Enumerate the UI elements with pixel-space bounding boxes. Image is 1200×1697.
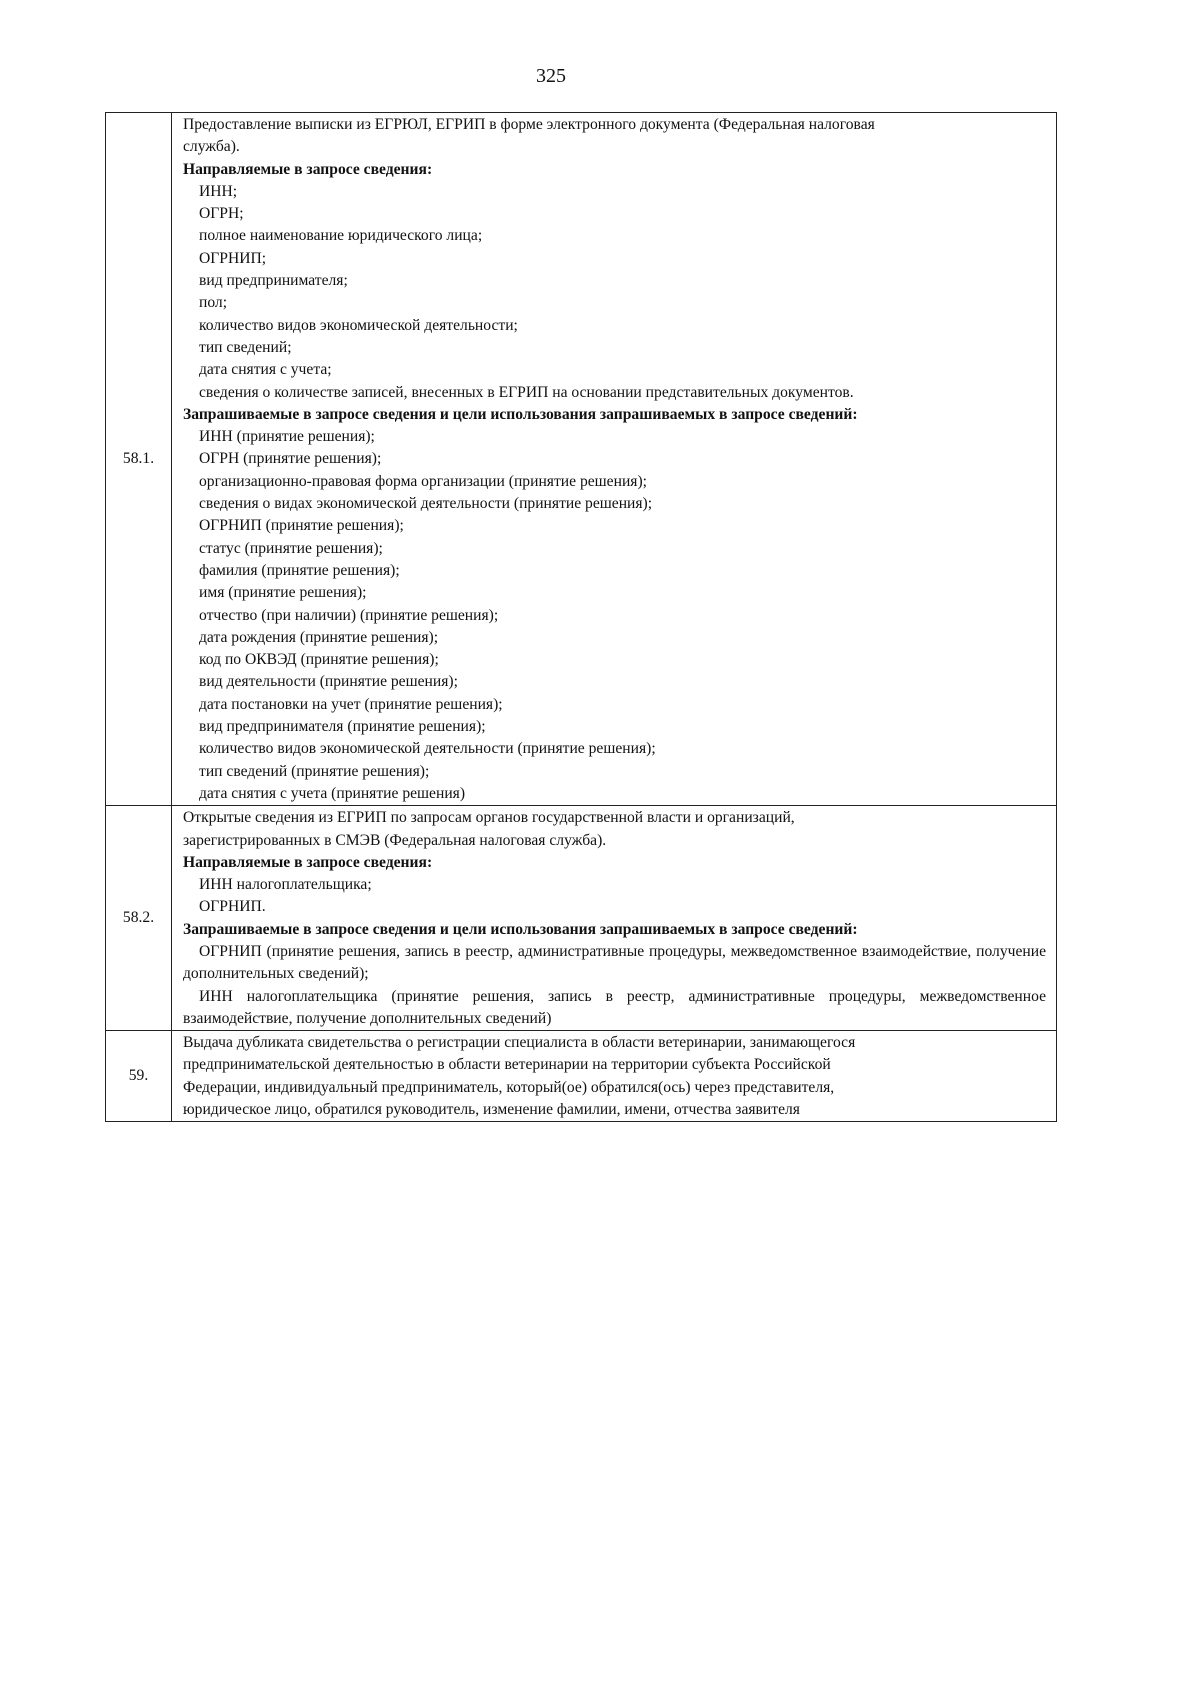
sent-info-item: полное наименование юридического лица; — [199, 227, 483, 245]
page-number: 325 — [536, 65, 566, 87]
requested-info-heading: Запрашиваемые в запросе сведения и цели использования запрашиваемых в запросе сведений: — [183, 920, 858, 938]
sent-info-heading: Направляемые в запросе сведения: — [183, 160, 433, 178]
table-row-58-2 — [106, 806, 1057, 1031]
requested-info-item: статус (принятие решения); — [199, 539, 383, 557]
table-row-58-1 — [106, 113, 1057, 806]
sent-info-item: дата снятия с учета; — [199, 361, 332, 379]
requested-info-item: сведения о видах экономической деятельности (принятие решения); — [199, 495, 653, 513]
table-row-59 — [106, 1031, 1057, 1122]
service-title-line: предпринимательской деятельностью в области ветеринарии на территории субъекта Российской — [183, 1056, 831, 1074]
service-title-line: служба). — [183, 138, 240, 156]
service-title-line: юридическое лицо, обратился руководитель, изменение фамилии, имени, отчества заявителя — [183, 1101, 800, 1119]
service-title-line: Выдача дубликата свидетельства о регистрации специалиста в области ветеринарии, занимающегося — [183, 1034, 856, 1052]
services-table — [105, 112, 1057, 1122]
service-title-line: зарегистрированных в СМЭВ (Федеральная налоговая служба). — [183, 831, 607, 849]
requested-info-item: имя (принятие решения); — [199, 584, 367, 602]
requested-info-item: отчество (при наличии) (принятие решения); — [199, 606, 499, 624]
requested-info-paragraph: ИНН налогоплательщика (принятие решения, запись в реестр, административные процедуры, межведомственное взаимодействие, получение дополнительных сведений) — [183, 987, 1046, 1027]
service-title-line: Открытые сведения из ЕГРИП по запросам органов государственной власти и организаций, — [183, 809, 795, 827]
requested-info-item: вид предпринимателя (принятие решения); — [199, 718, 486, 736]
sent-info-item: тип сведений; — [199, 338, 292, 356]
requested-info-item: дата снятия с учета (принятие решения) — [199, 784, 466, 802]
requested-info-item: дата постановки на учет (принятие решения); — [199, 695, 503, 713]
row-number: 58.2. — [106, 806, 172, 1031]
requested-info-paragraph: ОГРНИП (принятие решения, запись в реестр, административные процедуры, межведомственное взаимодействие, получение дополнительных сведений); — [183, 942, 1046, 983]
row-content — [172, 113, 1057, 806]
requested-info-item: фамилия (принятие решения); — [199, 561, 400, 579]
requested-info-item: ИНН (принятие решения); — [199, 428, 375, 446]
requested-info-item: код по ОКВЭД (принятие решения); — [199, 651, 439, 669]
sent-info-item: ОГРН; — [199, 205, 244, 223]
requested-info-item: организационно-правовая форма организации (принятие решения); — [199, 472, 647, 490]
sent-info-item: количество видов экономической деятельности; — [199, 316, 518, 334]
requested-info-item: ОГРНИП (принятие решения); — [199, 517, 404, 535]
row-number: 58.1. — [106, 113, 172, 806]
row-content — [172, 806, 1057, 1031]
requested-info-item: вид деятельности (принятие решения); — [199, 673, 458, 691]
sent-info-item: вид предпринимателя; — [199, 272, 348, 290]
sent-info-item: ИНН; — [199, 182, 238, 200]
requested-info-item: ОГРН (принятие решения); — [199, 450, 382, 468]
sent-info-item: пол; — [199, 294, 228, 312]
service-title-line: Федерации, индивидуальный предприниматель, который(ое) обратился(ось) через представителя, — [183, 1078, 835, 1096]
row-content — [172, 1031, 1057, 1122]
sent-info-item: ИНН налогоплательщика; — [199, 876, 372, 894]
sent-info-item: ОГРНИП. — [199, 898, 266, 916]
requested-info-item: количество видов экономической деятельности (принятие решения); — [199, 740, 656, 758]
row-number: 59. — [106, 1031, 172, 1122]
sent-info-heading: Направляемые в запросе сведения: — [183, 853, 433, 871]
sent-info-item: ОГРНИП; — [199, 249, 267, 267]
service-title-line: Предоставление выписки из ЕГРЮЛ, ЕГРИП в форме электронного документа (Федеральная налоговая — [183, 116, 875, 133]
requested-info-item: тип сведений (принятие решения); — [199, 762, 430, 780]
requested-info-item: дата рождения (принятие решения); — [199, 628, 439, 646]
requested-info-heading: Запрашиваемые в запросе сведения и цели использования запрашиваемых в запросе сведений: — [183, 405, 858, 423]
sent-info-item: сведения о количестве записей, внесенных в ЕГРИП на основании представительных документов. — [199, 383, 854, 401]
